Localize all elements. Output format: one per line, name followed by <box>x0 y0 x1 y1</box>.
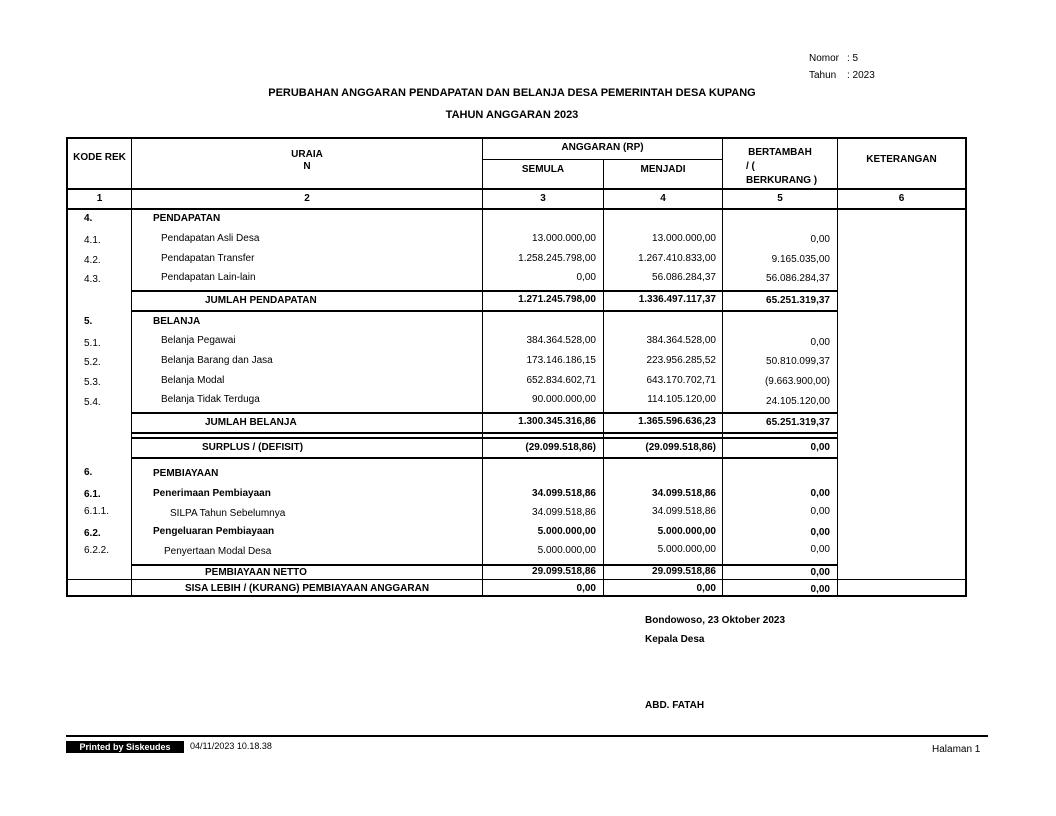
col-number: 1 <box>96 193 103 204</box>
row-menjadi: 643.170.702,71 <box>646 375 716 386</box>
page-subtitle: TAHUN ANGGARAN 2023 <box>445 109 579 121</box>
row-kode: 5.2. <box>84 357 101 368</box>
row-kode: 5.3. <box>84 377 101 388</box>
row-semula: 1.271.245.798,00 <box>518 294 596 305</box>
row-semula: 5.000.000,00 <box>537 545 596 556</box>
print-timestamp: 04/11/2023 10.18.38 <box>190 741 272 751</box>
row-selisih: (9.663.900,00) <box>764 376 830 387</box>
row-uraian: Belanja Pegawai <box>161 335 236 346</box>
row-semula: 0,00 <box>576 583 596 594</box>
row-menjadi: (29.099.518,86) <box>645 442 716 453</box>
row-kode: 6.1. <box>84 489 101 500</box>
header-anggaran: ANGGARAN (RP) <box>561 142 644 153</box>
row-selisih: 0,00 <box>810 234 830 245</box>
row-uraian: SILPA Tahun Sebelumnya <box>170 508 286 519</box>
row-uraian: Belanja Barang dan Jasa <box>161 355 273 366</box>
row-selisih: 0,00 <box>810 544 830 555</box>
row-uraian: Pengeluaran Pembiayaan <box>153 526 275 537</box>
header-uraian-line1: URAIA <box>291 149 323 160</box>
row-selisih: 65.251.319,37 <box>766 417 830 428</box>
row-uraian: JUMLAH BELANJA <box>205 417 297 428</box>
header-menjadi: MENJADI <box>640 164 686 175</box>
row-selisih: 0,00 <box>810 506 830 517</box>
row-menjadi: 34.099.518,86 <box>652 506 716 517</box>
col-number: 5 <box>777 193 783 204</box>
header-bertambah-line3: BERKURANG ) <box>746 175 818 186</box>
col-number: 2 <box>304 193 310 204</box>
row-menjadi: 384.364.528,00 <box>646 335 716 346</box>
row-uraian: Pendapatan Asli Desa <box>161 233 260 244</box>
row-semula: 1.258.245.798,00 <box>518 253 596 264</box>
row-menjadi: 56.086.284,37 <box>652 272 716 283</box>
row-semula: 1.300.345.316,86 <box>518 416 596 427</box>
row-semula: 34.099.518,86 <box>532 507 596 518</box>
signature-position: Kepala Desa <box>645 634 705 645</box>
row-kode: 5.1. <box>84 338 101 349</box>
row-uraian: PEMBIAYAAN NETTO <box>205 567 307 578</box>
tahun-value: : 2023 <box>847 70 875 81</box>
row-selisih: 0,00 <box>810 442 830 453</box>
row-uraian: PENDAPATAN <box>153 213 221 224</box>
row-menjadi: 1.336.497.117,37 <box>638 294 716 305</box>
row-uraian: SISA LEBIH / (KURANG) PEMBIAYAAN ANGGARAN <box>184 583 430 594</box>
row-menjadi: 29.099.518,86 <box>652 566 716 577</box>
row-menjadi: 223.956.285,52 <box>646 355 716 366</box>
row-kode: 6.2.2. <box>84 545 110 556</box>
header-semula: SEMULA <box>521 164 565 175</box>
nomor-label: Nomor <box>809 53 840 64</box>
row-selisih: 0,00 <box>810 337 830 348</box>
row-uraian: JUMLAH PENDAPATAN <box>205 295 317 306</box>
row-semula: (29.099.518,86) <box>525 442 596 453</box>
row-kode: 6.1.1. <box>84 506 110 517</box>
row-selisih: 9.165.035,00 <box>771 254 830 265</box>
row-semula: 652.834.602,71 <box>526 375 596 386</box>
row-menjadi: 34.099.518,86 <box>652 488 716 499</box>
row-semula: 384.364.528,00 <box>526 335 596 346</box>
row-semula: 34.099.518,86 <box>532 488 596 499</box>
row-semula: 173.146.186,15 <box>526 355 596 366</box>
header-uraian-line2: N <box>303 161 311 172</box>
header-bertambah-line2: / ( <box>746 161 755 172</box>
row-kode: 4.1. <box>84 235 101 246</box>
col-number: 3 <box>540 193 546 204</box>
row-semula: 29.099.518,86 <box>532 566 596 577</box>
row-menjadi: 1.267.410.833,00 <box>638 253 716 264</box>
header-kode-rek: KODE REK <box>73 152 126 163</box>
row-selisih: 56.086.284,37 <box>766 273 830 284</box>
row-menjadi: 1.365.596.636,23 <box>638 416 716 427</box>
row-kode: 4.3. <box>84 274 101 285</box>
row-uraian: Belanja Modal <box>161 375 225 386</box>
row-selisih: 0,00 <box>810 584 830 595</box>
row-uraian: Pendapatan Transfer <box>161 253 255 264</box>
header-bertambah-line1: BERTAMBAH <box>748 147 812 158</box>
row-selisih: 24.105.120,00 <box>766 396 830 407</box>
tahun-label: Tahun <box>809 70 837 81</box>
row-uraian: Penyertaan Modal Desa <box>164 546 272 557</box>
row-menjadi: 114.105.120,00 <box>647 394 716 405</box>
signature-place-date: Bondowoso, 23 Oktober 2023 <box>645 615 786 626</box>
footer-rule <box>66 735 988 737</box>
col-number: 6 <box>898 193 905 204</box>
row-uraian: Belanja Tidak Terduga <box>161 394 260 405</box>
printed-by-badge: Printed by Siskeudes <box>66 741 184 753</box>
row-semula: 90.000.000,00 <box>532 394 596 405</box>
row-uraian: Pendapatan Lain-lain <box>161 272 256 283</box>
row-menjadi: 5.000.000,00 <box>657 526 716 537</box>
nomor-value: : 5 <box>847 53 859 64</box>
row-selisih: 65.251.319,37 <box>766 295 830 306</box>
row-selisih: 50.810.099,37 <box>766 356 830 367</box>
row-kode: 4.2. <box>84 255 101 266</box>
row-selisih: 0,00 <box>810 488 830 499</box>
row-uraian: PEMBIAYAAN <box>153 468 219 479</box>
header-keterangan: KETERANGAN <box>866 154 937 165</box>
row-selisih: 0,00 <box>810 567 830 578</box>
signature-name: ABD. FATAH <box>645 700 705 711</box>
row-kode: 5. <box>84 316 93 327</box>
page-title: PERUBAHAN ANGGARAN PENDAPATAN DAN BELANJA DESA PEMERINTAH DESA KUPANG <box>268 87 756 99</box>
col-number: 4 <box>660 193 666 204</box>
page-number: Halaman 1 <box>932 744 981 755</box>
row-uraian: Penerimaan Pembiayaan <box>153 488 271 499</box>
row-selisih: 0,00 <box>810 527 830 538</box>
row-menjadi: 5.000.000,00 <box>657 544 716 555</box>
row-kode: 6. <box>84 467 93 478</box>
row-menjadi: 0,00 <box>696 583 716 594</box>
row-kode: 6.2. <box>84 528 101 539</box>
row-semula: 0,00 <box>576 272 596 283</box>
row-menjadi: 13.000.000,00 <box>652 233 716 244</box>
row-kode: 4. <box>84 213 93 224</box>
row-uraian: BELANJA <box>153 316 201 327</box>
row-uraian: SURPLUS / (DEFISIT) <box>202 442 304 453</box>
row-semula: 5.000.000,00 <box>537 526 596 537</box>
row-semula: 13.000.000,00 <box>532 233 596 244</box>
row-kode: 5.4. <box>84 397 101 408</box>
